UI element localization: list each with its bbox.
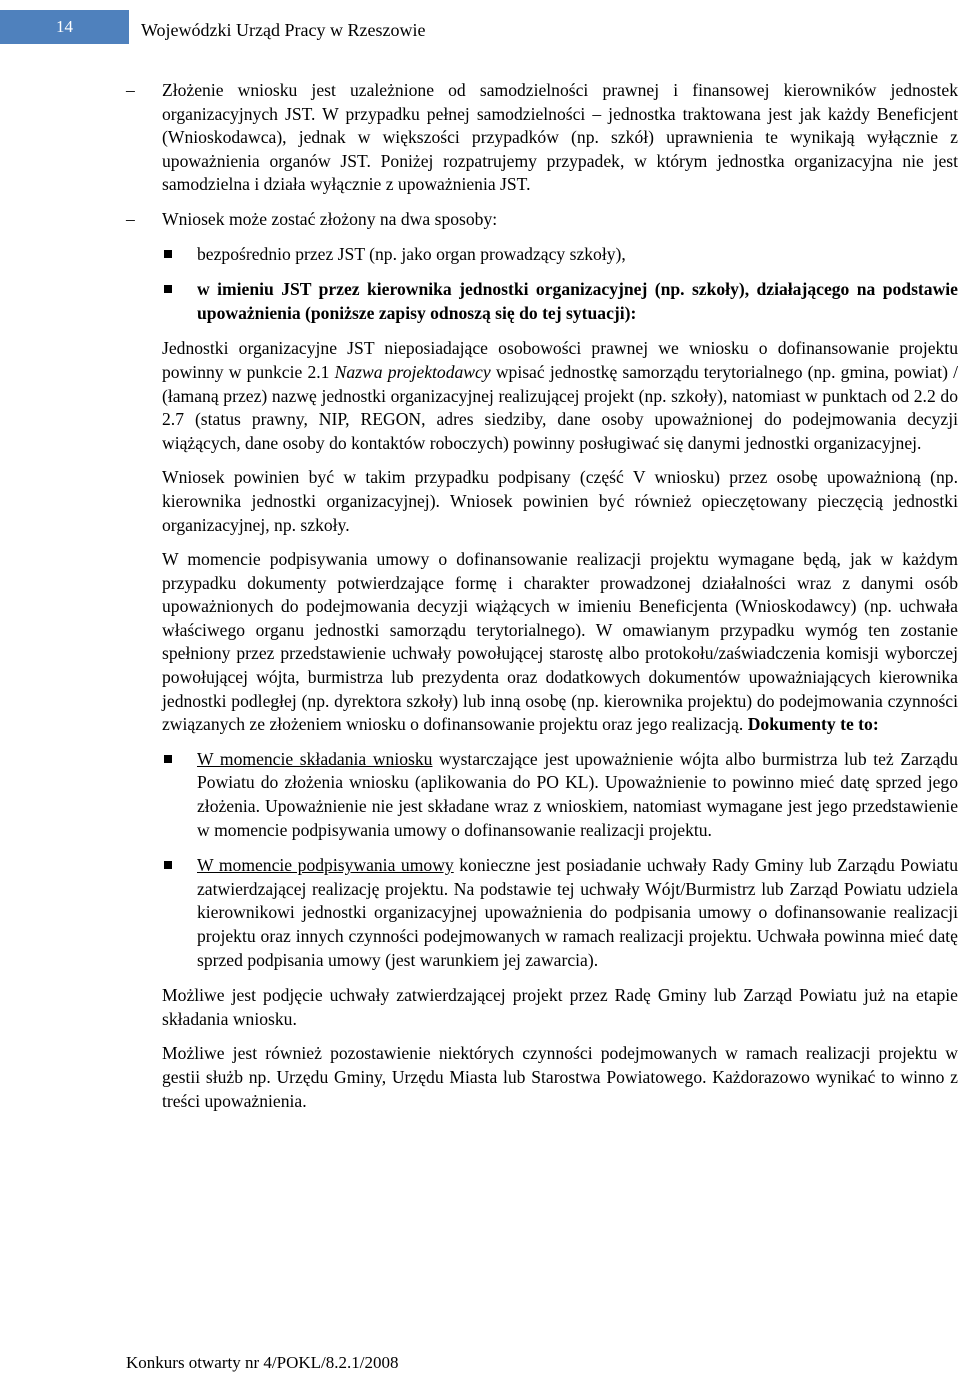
square-bullet-icon (164, 755, 172, 763)
dash-item-text: Złożenie wniosku jest uzależnione od samodzielności prawnej i finansowej kierowników jednostek organizacyjnych JST. W przypadku pełnej samodzielności – jednostka traktowana jest jak każdy Beneficjent (Wnioskodawca), jednak w większości przypadków (np. szkół) uprawnienia te wynikają wyłącznie z upoważnienia organów JST. Poniżej rozpatrujemy przypadek, w którym jednostka organizacyjna nie jest samodzielna i działa wyłącznie z upoważnienia JST. (162, 80, 958, 195)
dash-list-item (126, 79, 958, 197)
paragraph-signature (126, 466, 958, 537)
text-span: W momencie podpisywania umowy o dofinansowanie realizacji projektu wymagane będą, jak w każdym przypadku dokumenty potwierdzające formę i charakter prowadzonej działalności wraz z danymi osób upoważnionych do podejmowania decyzji wiążących w imieniu Beneficjenta (Wnioskodawcy) (np. uchwała właściwego organu jednostki samorządu terytorialnego). W omawianym przypadku wymóg ten zostanie spełniony przez przedstawienie uchwały powołującej starostę albo protokołu/zaświadczenia komisji wyborczej powołującej wójta, burmistrza lub prezydenta oraz dodatkowych dokumentów upoważniających kierownika jednostki podległej (np. dyrektora szkoły) lub inną osobę (np. kierownika projektu) do podejmowania czynności związanych ze złożeniem wniosku o dofinansowanie projektu oraz jego realizacją. (162, 549, 958, 735)
italic-term: Nazwa projektodawcy (334, 361, 491, 382)
square-bullet-icon (164, 250, 172, 258)
way-text: w imieniu JST przez kierownika jednostki organizacyjnej (np. szkoły), działającego na podstawie upoważnienia (poniższe zapisy odnoszą się do tej sytuacji): (197, 279, 958, 323)
way-item (126, 243, 958, 267)
dash-bullet: – (126, 80, 135, 100)
paragraph-text: Możliwe jest również pozostawienie niektórych czynności podejmowanych w ramach realizacji projektu w gestii służb np. Urzędu Gminy, Urzędu Miasta lub Starostwa Powiatowego. Każdorazowo wynikać to winno z treści upoważnienia. (162, 1043, 958, 1111)
text-span: Jednostki organizacyjne JST nieposiadające osobowości prawnej we wniosku o dofinansowanie projektu powinny w punkcie 2.1 (162, 338, 958, 382)
square-bullet-icon (164, 861, 172, 869)
page-header (0, 0, 960, 44)
paragraph-text (162, 548, 958, 737)
underlined-term: W momencie podpisywania umowy (197, 855, 454, 876)
document-item (126, 748, 958, 842)
bold-heading: Dokumenty te to: (747, 714, 879, 735)
header-title: Wojewódzki Urząd Pracy w Rzeszowie (141, 20, 426, 40)
page-footer: Konkurs otwarty nr 4/POKL/8.2.1/2008 (126, 1353, 399, 1372)
paragraph-text: Wniosek powinien być w takim przypadku podpisany (część V wniosku) przez osobę upoważnioną (np. kierownika jednostki organizacyjnej). Wniosek powinien być również opieczętowany pieczęcią jednostki organizacyjnej, np. szkoły. (162, 467, 958, 535)
page-number: 14 (0, 10, 129, 44)
paragraph-documents (126, 548, 958, 737)
way-item (126, 278, 958, 325)
document-item (126, 854, 958, 972)
dash-list-item (126, 208, 958, 232)
underlined-term: W momencie składania wniosku (197, 748, 433, 769)
dash-item-text: Wniosek może zostać złożony na dwa sposoby: (162, 208, 498, 229)
text-span: wystarczające jest upoważnienie wójta albo burmistrza lub też Zarządu Powiatu do złożenia wniosku (aplikowania do PO KL). Upoważnienie to powinno mieć datę sprzed jego złożenia. Upoważnienie nie jest składane wraz z wnioskiem, natomiast wymagane jest jego przedstawienie w momencie podpisywania umowy o dofinansowanie realizacji projektu. (197, 748, 958, 840)
document-body (126, 79, 958, 1124)
paragraph-text: Możliwe jest podjęcie uchwały zatwierdzającej projekt przez Radę Gminy lub Zarząd Powiatu już na etapie składania wniosku. (162, 985, 958, 1029)
text-span: wpisać jednostkę samorządu terytorialnego (np. gmina, powiat) / (łamaną przez) nazwę jednostki organizacyjnej realizującej projekt (np. szkoły), natomiast w punktach od 2.2 do 2.7 (status prawny, NIP, REGON, adres siedziby, dane osoby upoważnionej do podejmowania decyzji wiążących, dane osoby do kontaktów roboczych) powinny posługiwać się danymi jednostki organizacyjnej. (162, 361, 959, 453)
text-span: konieczne jest posiadanie uchwały Rady Gminy lub Zarządu Powiatu zatwierdzającej realizację projektu. Na podstawie tej uchwały Wójt/Burmistrz lub Zarząd Powiatu udziela kierownikowi jednostki organizacyjnej upoważnienia do podpisania umowy o dofinansowanie realizacji projektu oraz innych czynności podejmowanych w ramach realizacji projektu. Uchwała powinna mieć datę sprzed podpisania umowy (jest warunkiem jej zawarcia). (197, 855, 958, 970)
way-text: bezpośrednio przez JST (np. jako organ prowadzący szkoły), (197, 243, 626, 264)
dash-bullet: – (126, 208, 135, 229)
paragraph-nazwa (126, 337, 958, 455)
paragraph-services (126, 1042, 958, 1113)
paragraph-text (162, 337, 958, 455)
document-text (197, 748, 958, 842)
paragraph-resolution (126, 984, 958, 1031)
document-text (197, 854, 958, 972)
square-bullet-icon (164, 285, 172, 293)
